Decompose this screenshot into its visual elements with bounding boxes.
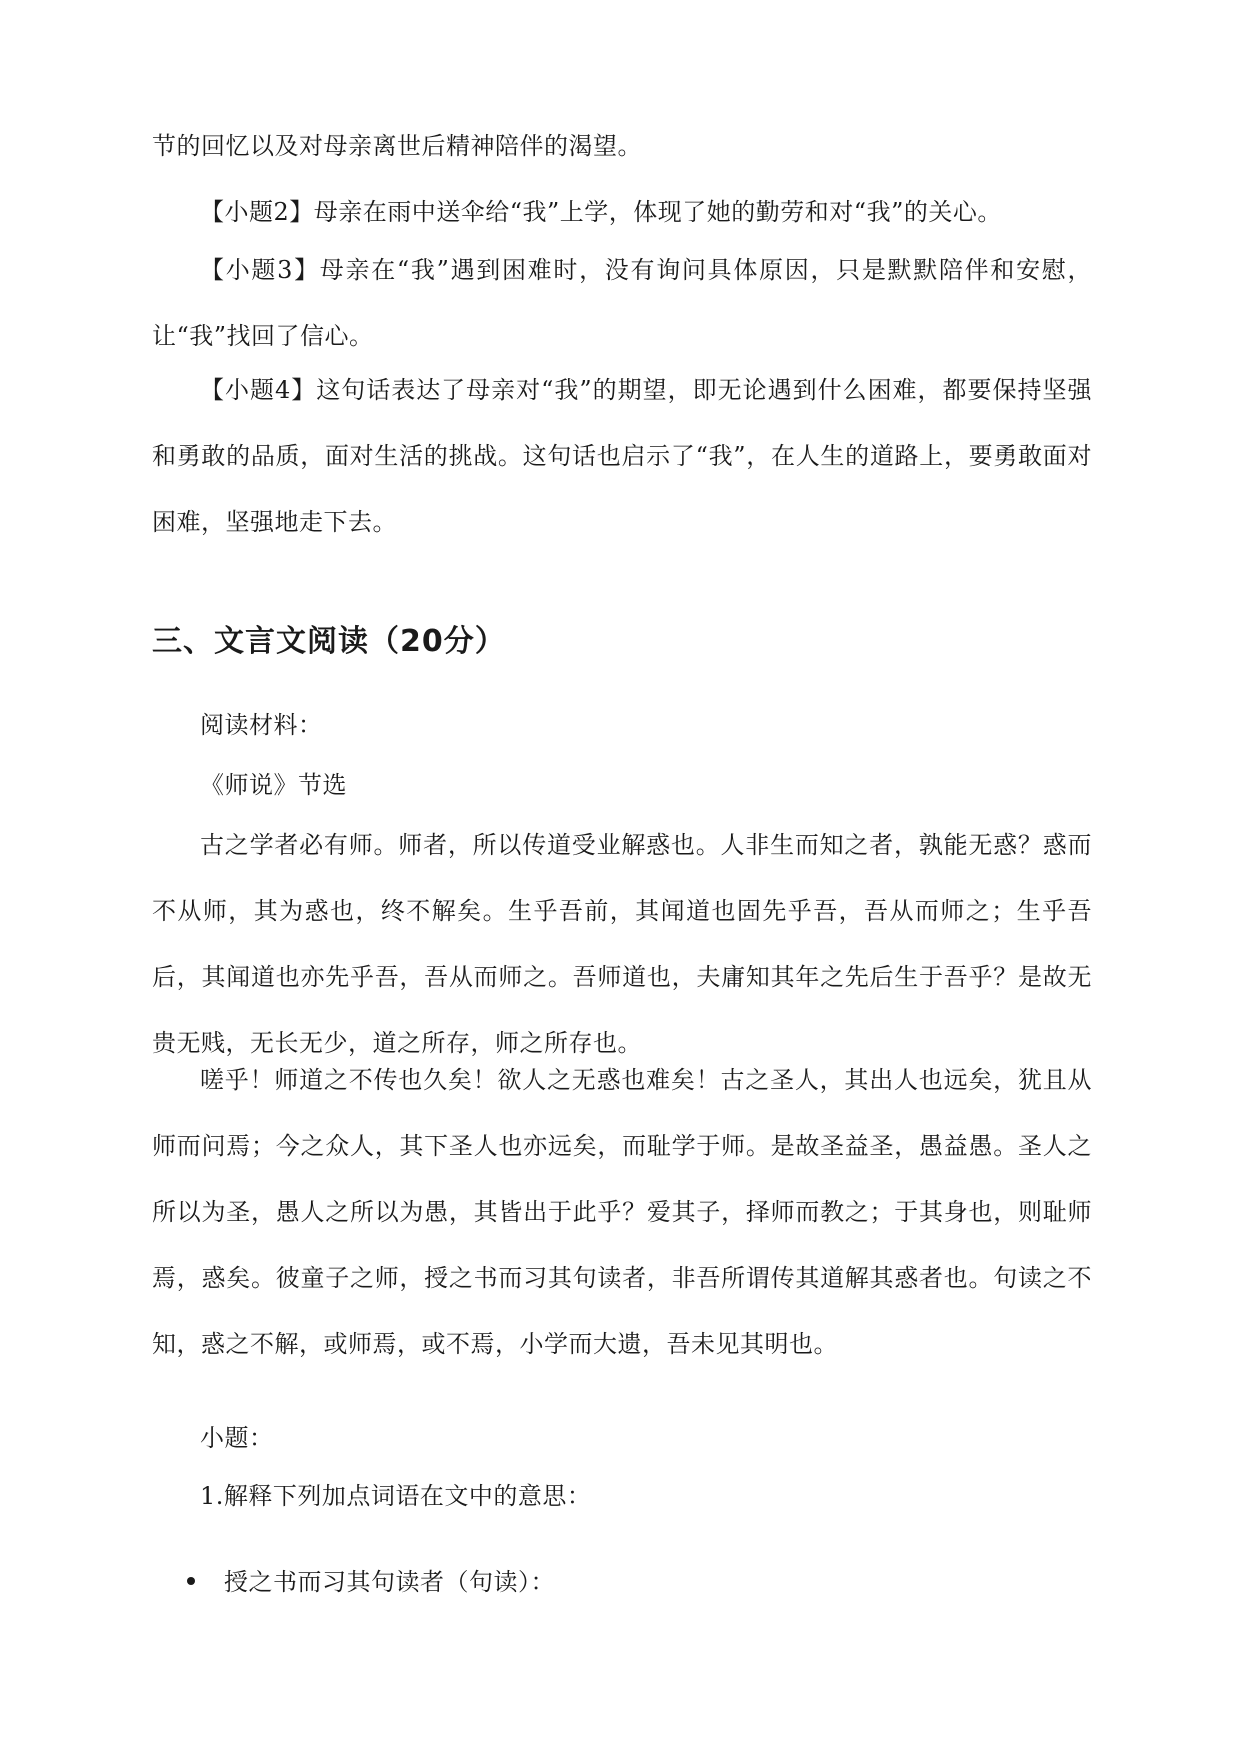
- source-title: 《师说》节选: [200, 771, 347, 799]
- answer-q2: 【小题2】母亲在雨中送伞给“我”上学，体现了她的勤劳和对“我”的关心。: [200, 198, 1002, 226]
- bullet-icon: [187, 1577, 195, 1585]
- material-label: 阅读材料：: [200, 711, 323, 739]
- answer-continuation: 节的回忆以及对母亲离世后精神陪伴的渴望。: [152, 132, 642, 160]
- passage-paragraph-2: 嗟乎！师道之不传也久矣！欲人之无惑也难矣！古之圣人，其出人也远矣，犹且从师而问焉；今之众人，其下圣人也亦远矣，而耻学于师。是故圣益圣，愚益愚。圣人之所以为圣，愚人之所以为愚，其皆出于此乎？爱其子，择师而教之；于其身也，则耻师焉，惑矣。彼童子之师，授之书而习其句读者，非吾所谓传其道解其惑者也。句读之不知，惑之不解，或师焉，或不焉，小学而大遗，吾未见其明也。: [152, 1066, 1092, 1358]
- question-1-item: 授之书而习其句读者（句读）：: [224, 1568, 555, 1596]
- answer-q3: 【小题3】母亲在“我”遇到困难时，没有询问具体原因，只是默默陪伴和安慰，让“我”找回了信心。: [152, 256, 1092, 350]
- question-1: 1.解释下列加点词语在文中的意思：: [200, 1482, 592, 1510]
- passage-paragraph-1: 古之学者必有师。师者，所以传道受业解惑也。人非生而知之者，孰能无惑？惑而不从师，其为惑也，终不解矣。生乎吾前，其闻道也固先乎吾，吾从而师之；生乎吾后，其闻道也亦先乎吾，吾从而师之。吾师道也，夫庸知其年之先后生于吾乎？是故无贵无贱，无长无少，道之所存，师之所存也。: [152, 831, 1092, 1057]
- section-heading: 三、文言文阅读（20分）: [152, 624, 506, 659]
- questions-label: 小题：: [200, 1424, 274, 1452]
- answer-q4: 【小题4】这句话表达了母亲对“我”的期望，即无论遇到什么困难，都要保持坚强和勇敢的品质，面对生活的挑战。这句话也启示了“我”，在人生的道路上，要勇敢面对困难，坚强地走下去。: [152, 376, 1092, 536]
